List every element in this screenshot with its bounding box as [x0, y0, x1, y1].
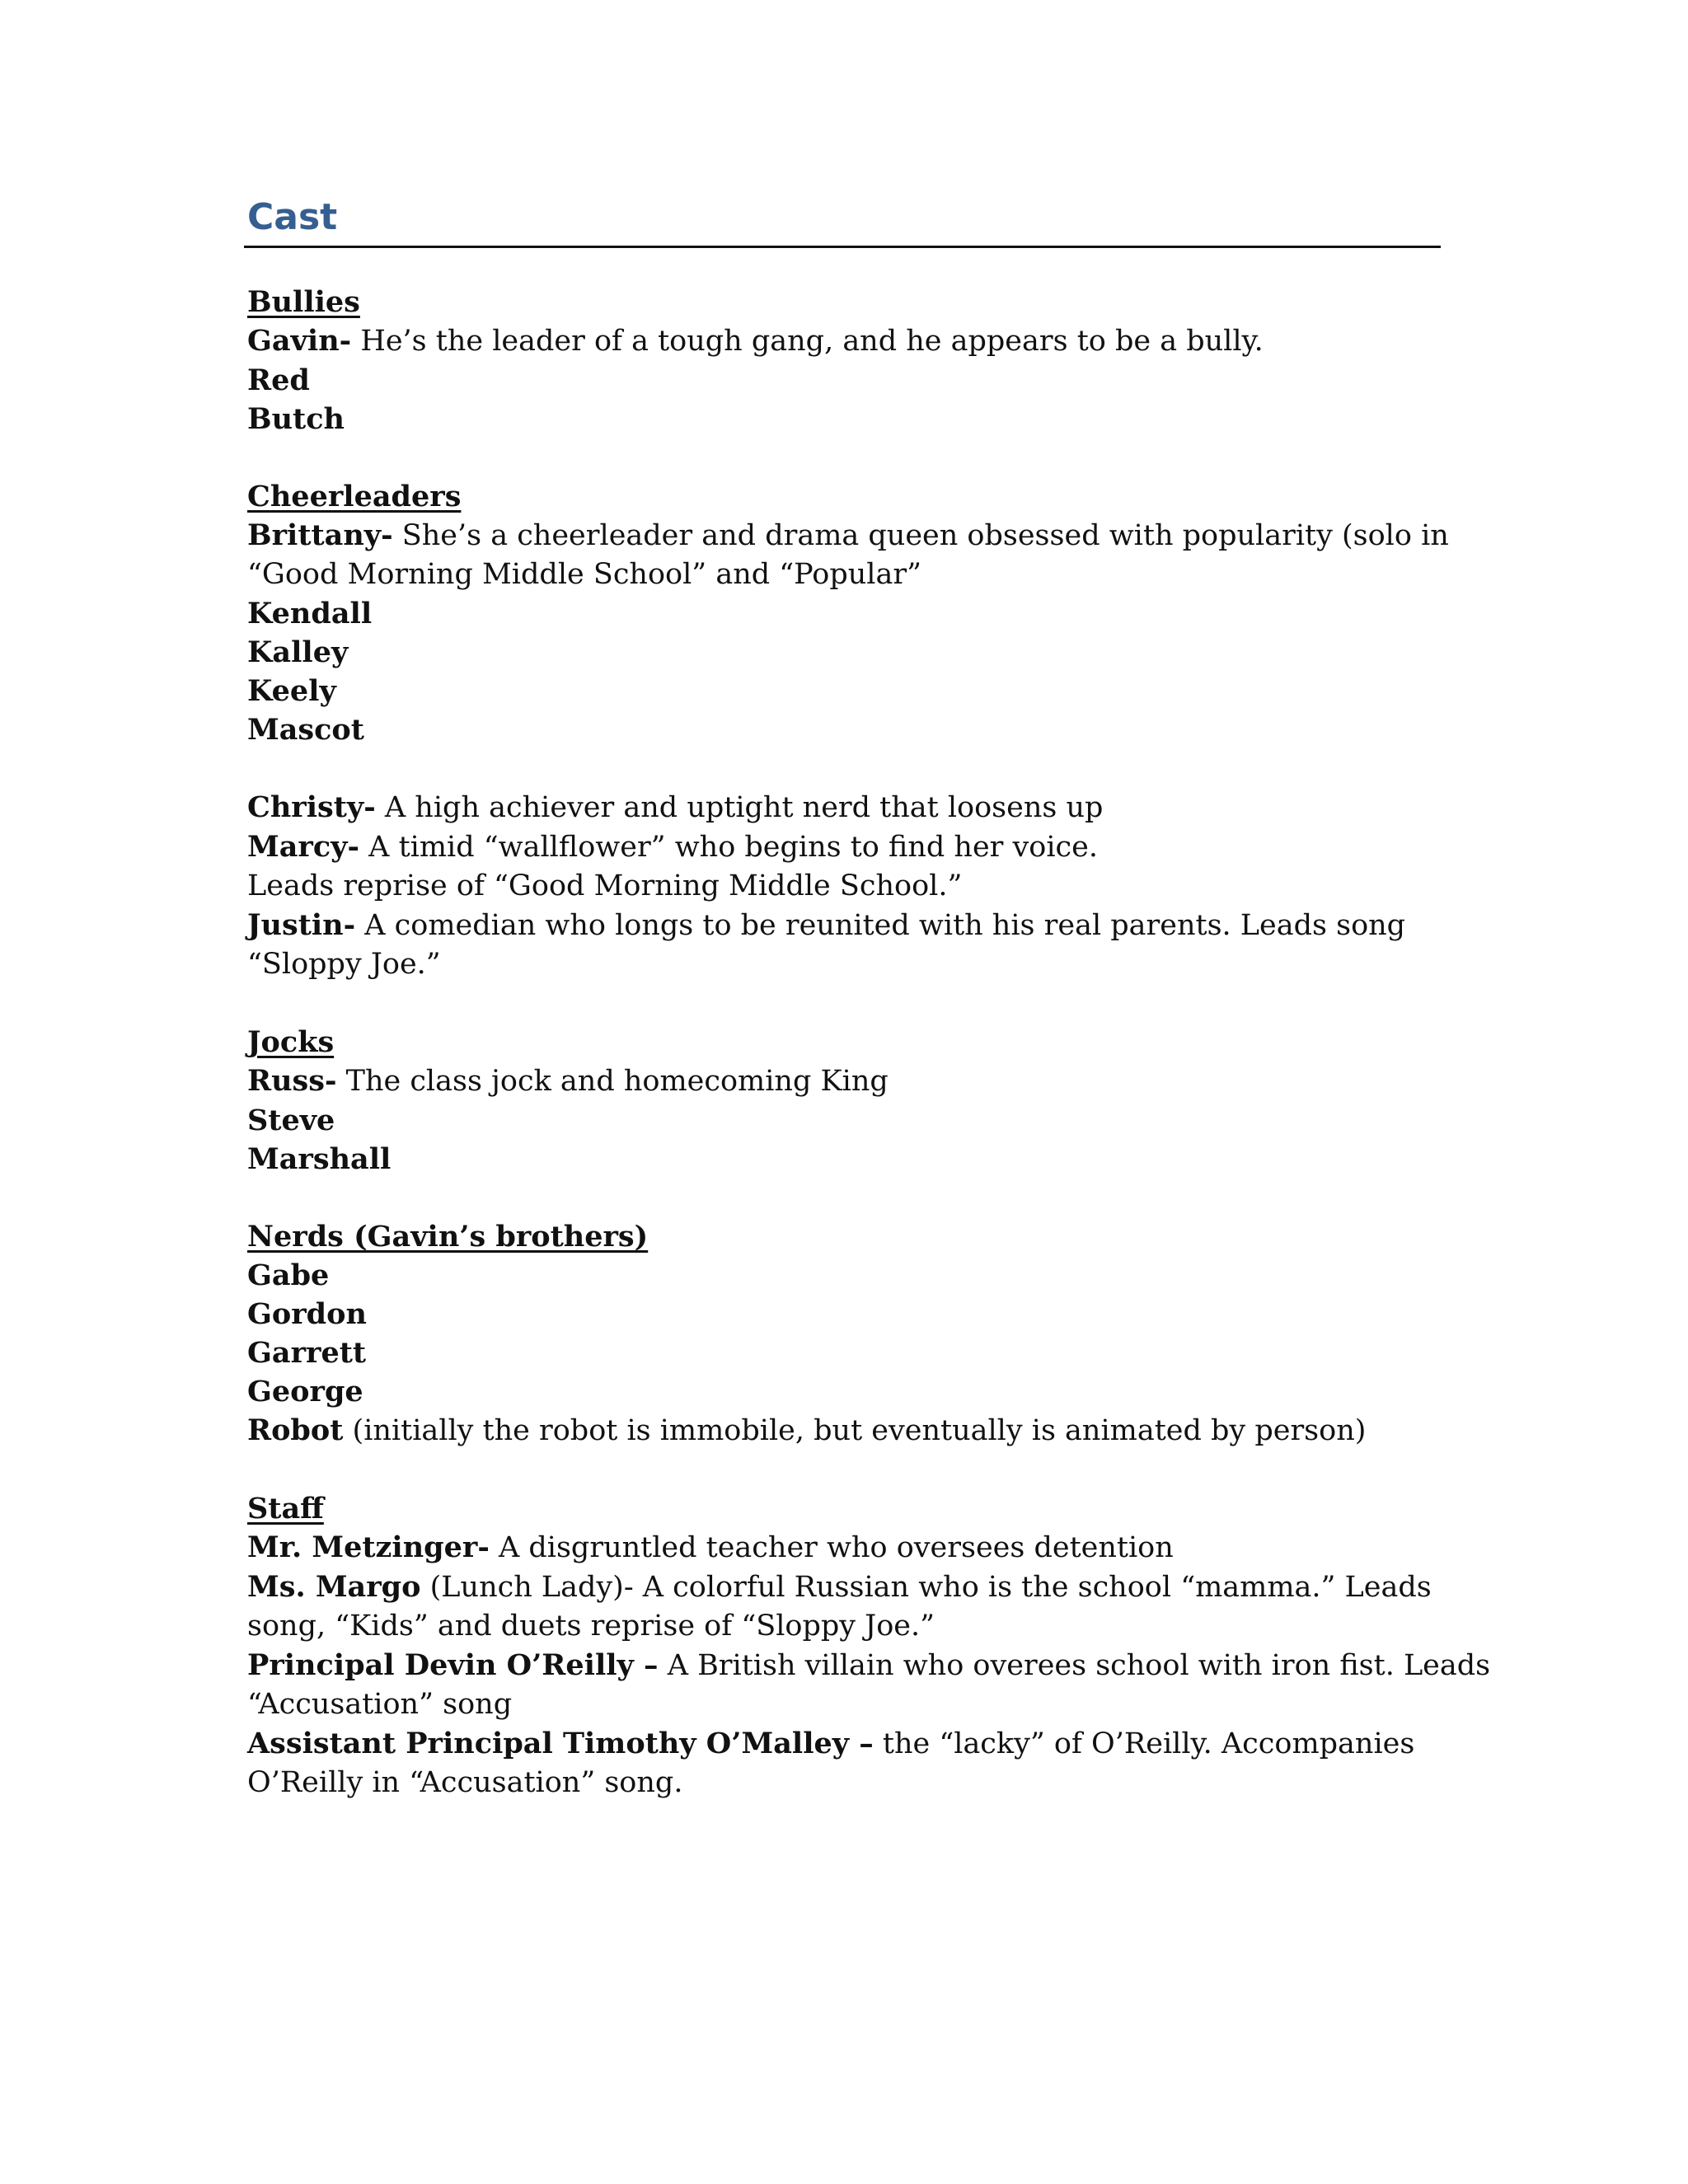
- cast-name: Ms. Margo: [247, 1570, 421, 1605]
- cast-entry-omalley: [247, 1724, 1441, 1764]
- cast-entry-margo: [247, 1568, 1441, 1607]
- cast-description: A comedian who longs to be reunited with his real parents. Leads song: [355, 909, 1406, 943]
- cast-description: A timid “wallflower” who begins to find her voice.: [359, 831, 1098, 865]
- cast-entry-margo-continued: song, “Kids” and duets reprise of “Sloppy Joe.”: [247, 1610, 935, 1643]
- spacer: [247, 749, 1441, 788]
- cast-entry-gavin: [247, 321, 1441, 361]
- cast-entry-justin: [247, 906, 1441, 945]
- cast-entry-marshall: Marshall: [247, 1142, 392, 1177]
- cast-name: Justin-: [247, 908, 356, 943]
- cast-entry-butch: Butch: [247, 402, 345, 437]
- cast-entry-gabe: Gabe: [247, 1258, 330, 1293]
- cast-description: the “lacky” of O’Reilly. Accompanies: [873, 1727, 1415, 1761]
- cast-entry-metzinger: [247, 1528, 1441, 1568]
- spacer: [247, 1451, 1441, 1489]
- section-heading-staff: Staff: [247, 1492, 324, 1526]
- cast-entry-christy: [247, 788, 1441, 827]
- cast-entry-kalley: Kalley: [247, 635, 349, 670]
- cast-description: The class jock and homecoming King: [336, 1065, 889, 1099]
- cast-name: Robot: [247, 1413, 344, 1448]
- cast-entry-brittany: [247, 516, 1449, 555]
- cast-list: [247, 283, 1491, 1802]
- spacer: [247, 438, 1441, 477]
- cast-name: Assistant Principal Timothy O’Malley –: [247, 1727, 874, 1761]
- cast-name: Marcy-: [247, 830, 360, 865]
- cast-entry-mascot: Mascot: [247, 713, 364, 748]
- cast-description: A British villain who overees school with iron fist. Leads: [658, 1649, 1491, 1683]
- cast-entry-brittany-continued: “Good Morning Middle School” and “Popular”: [247, 558, 921, 592]
- cast-entry-omalley-continued: O’Reilly in “Accusation” song.: [247, 1766, 683, 1800]
- cast-description: (initially the robot is immobile, but eventually is animated by person): [343, 1414, 1367, 1448]
- cast-entry-garrett: Garrett: [247, 1336, 367, 1371]
- section-heading-nerds: Nerds (Gavin’s brothers): [247, 1220, 649, 1254]
- cast-entry-george: George: [247, 1375, 363, 1409]
- cast-entry-justin-continued: “Sloppy Joe.”: [247, 948, 441, 982]
- cast-entry-marcy-continued: Leads reprise of “Good Morning Middle School.”: [247, 869, 963, 903]
- cast-entry-red: Red: [247, 363, 310, 398]
- title-rule: [244, 246, 1441, 248]
- cast-name: Principal Devin O’Reilly –: [247, 1648, 659, 1683]
- spacer: [247, 1179, 1441, 1217]
- section-heading-jocks: Jocks: [247, 1025, 335, 1060]
- section-heading-bullies: Bullies: [247, 285, 360, 320]
- cast-entry-marcy: [247, 827, 1441, 867]
- cast-entry-russ: [247, 1062, 1441, 1101]
- cast-name: Russ-: [247, 1064, 337, 1099]
- cast-name: Christy-: [247, 790, 376, 825]
- cast-name: Brittany-: [247, 518, 393, 553]
- cast-name: Gavin-: [247, 324, 352, 359]
- cast-entry-oreilly-continued: “Accusation” song: [247, 1688, 513, 1722]
- cast-description: He’s the leader of a tough gang, and he appears to be a bully.: [351, 325, 1264, 359]
- cast-entry-steve: Steve: [247, 1104, 335, 1138]
- cast-description: (Lunch Lady)- A colorful Russian who is the school “mamma.” Leads: [420, 1571, 1432, 1605]
- spacer: [247, 984, 1441, 1023]
- cast-description: A disgruntled teacher who oversees detention: [489, 1531, 1174, 1565]
- cast-entry-kendall: Kendall: [247, 597, 373, 631]
- cast-entry-keely: Keely: [247, 674, 336, 709]
- page-title: Cast: [247, 196, 338, 238]
- cast-entry-oreilly: [247, 1646, 1491, 1685]
- section-heading-cheerleaders: Cheerleaders: [247, 480, 462, 514]
- cast-entry-robot: [247, 1411, 1441, 1451]
- cast-description: A high achiever and uptight nerd that loosens up: [375, 791, 1104, 825]
- cast-description: She’s a cheerleader and drama queen obsessed with popularity (solo in: [392, 519, 1449, 553]
- cast-name: Mr. Metzinger-: [247, 1530, 490, 1565]
- cast-entry-gordon: Gordon: [247, 1297, 367, 1332]
